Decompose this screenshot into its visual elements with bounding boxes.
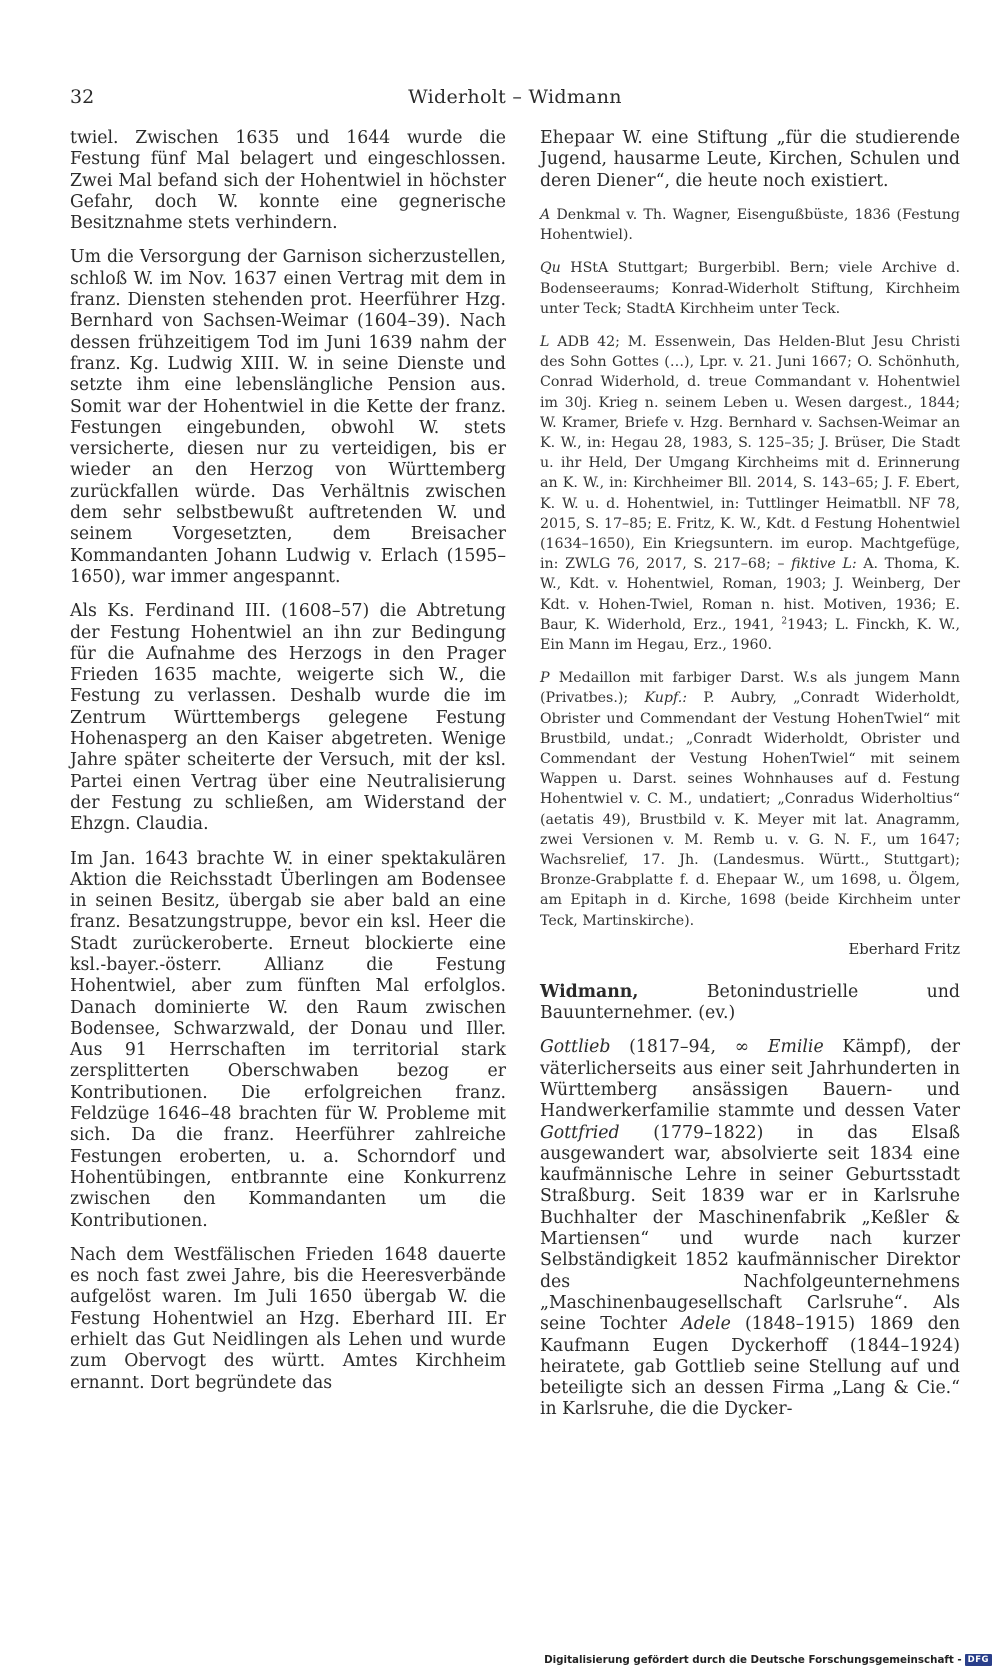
section-text: P. Aubry, „Conradt Widerholdt, Obrister und Commendant der Vestung HohenTwiel“ mit Brustbild, undat.; „Conradt Widerholdt, Obrister und Commendant der Vestung HohenTwiel“ mit seinem Wappen u. Darst. seines Wohnhauses auf d. Festung Hohentwiel v. C. M., undatiert; „Conradus Widerholtius“ (aetatis 49), Brustbild v. K. Meyer mit lat. Anagramm, zwei Versionen v. M. Remb u. v. G. N. F., um 1647; Wachsrelief, 17. Jh. (Landesmus. Württ., Stuttgart); Bronze-Grabplatte f. d. Ehepaar W., um 1698, u. Ölgem, am Epitaph in d. Kirche, 1698 (beide Kirchheim unter Teck, Martinskirche).	[540, 690, 960, 929]
sources-section	[540, 258, 960, 319]
entry-heading	[540, 982, 960, 1025]
page-number: 32	[70, 86, 95, 108]
fiktive-label: fiktive L:	[791, 556, 857, 573]
kupf-label: Kupf.:	[644, 690, 688, 707]
section-text: ADB 42; M. Essenwein, Das Helden-Blut Jesu Christi des Sohn Gottes (…), Lpr. v. 21. Juni 1667; O. Schönhuth, Conrad Widerhold, d. treue Commandant v. Hohentwiel im 30j. Krieg n. seinem Leben u. Wesen dargest., 1844; W. Kramer, Briefe v. Hzg. Bernhard v. Sachsen-Weimar an K. W., in: Hegau 28, 1983, S. 125–35; J. Brüser, Die Stadt u. ihr Held, Der Umgang Kirchheims mit d. Erinnerung an K. W., in: Kirchheimer Bll. 2014, S. 143–65; J. F. Ebert, K. W. u. d. Hohentwiel, in: Tuttlinger Heimatbll. NF 78, 2015, S. 17–85; E. Fritz, K. W., Kdt. d Festung Hohentwiel (1634–1650), Ein Kriegsuntern. im europ. Machtgefüge, in: ZWLG 76, 2017, S. 217–68; –	[540, 333, 960, 573]
section-label: L	[540, 333, 550, 350]
footer-text: Digitalisierung gefördert durch die Deutsche Forschungsgemeinschaft -	[544, 1654, 962, 1666]
superscript: 2	[781, 616, 788, 627]
paragraph: Um die Versorgung der Garnison sicherzustellen, schloß W. im Nov. 1637 einen Vertrag mit dem in franz. Diensten stehenden prot. Heerführer Hzg. Bernhard von Sachsen-Weimar (1604–39). Nach dessen frühzeitigem Tod im Juni 1639 nahm der franz. Kg. Ludwig XIII. W. in seine Dienste und setzte ihm eine lebenslängliche Pension aus. Somit war der Hohentwiel in die Kette der franz. Festungen eingebunden, obwohl W. stets versicherte, diesen nur zu verteidigen, bis er wieder an den Herzog von Württemberg zurückfallen würde. Das Verhältnis zwischen dem sehr selbstbewußt auftretenden W. und seinem Vorgesetzten, dem Breisacher Kommandanten Johann Ludwig v. Erlach (1595–1650), war immer angespannt.	[70, 247, 506, 587]
page-header	[70, 86, 960, 116]
monument-section	[540, 205, 960, 245]
section-label: A	[540, 206, 551, 223]
paragraph: Als Ks. Ferdinand III. (1608–57) die Abtretung der Festung Hohentwiel an ihn zur Bedingung für die Aufnahme des Herzogs in den Prager Frieden 1635 machte, weigerte sich W., die Festung zu verlassen. Deshalb wurde die im Zentrum Württembergs gelegene Festung Hohenasperg an den Kaiser abgetreten. Wenige Jahre später scheiterte der Versuch, mit der ksl. Partei einen Vertrag über eine Neutralisierung der Festung zu schließen, am Widerstand der Ehzgn. Claudia.	[70, 601, 506, 835]
section-text: Denkmal v. Th. Wagner, Eisengußbüste, 1836 (Festung Hohentwiel).	[540, 206, 960, 244]
section-text: A. Thoma, K. W., Kdt. v. Hohentwiel, Roman, 1903; J. Weinberg, Der Kdt. v. Hohen-Twiel, Roman n. hist. Motiven, 1936; E. Baur, K. Widerhold, Erz., 1941,	[540, 556, 960, 633]
running-title: Widerholt – Widmann	[408, 86, 622, 108]
person-name: Emilie	[767, 1037, 824, 1058]
person-name: Gottlieb	[540, 1037, 611, 1058]
paragraph: twiel. Zwischen 1635 und 1644 wurde die Festung fünf Mal belagert und eingeschlossen. Zwei Mal befand sich der Hohentwiel in höchster Gefahr, doch W. konnte eine gegnerische Besitznahme stets verhindern.	[70, 128, 506, 234]
entry-subtitle: Betonindustrielle und Bauunternehmer. (ev.)	[540, 981, 960, 1024]
paragraph: Nach dem Westfälischen Frieden 1648 dauerte es noch fast zwei Jahre, bis die Heeresverbände aufgelöst waren. Im Juli 1650 übergab W. die Festung Hohentwiel an Hzg. Eberhard III. Er erhielt das Gut Neidlingen als Lehen und wurde zum Obervogt des württ. Amtes Kirchheim ernannt. Dort begründete das	[70, 1244, 506, 1393]
paragraph: Gottlieb (1817–94, ∞ Emilie Kämpf), der väterlicherseits aus einer seit Jahrhunderten in Württemberg ansässigen Bauern- und Handwerkerfamilie stammte und dessen Vater Gottfried (1779–1822) in das Elsaß ausgewandert war, absolvierte seit 1834 eine kaufmännische Lehre in seiner Geburtsstadt Straßburg. Seit 1839 war er in Karlsruhe Buchhalter der Maschinenfabrik „Keßler & Martiensen“ und wurde nach kurzer Selbständigkeit 1852 kaufmännischer Direktor des Nachfolgeunternehmens „Maschinenbaugesellschaft Carlsruhe“. Als seine Tochter Adele (1848–1915) 1869 den Kaufmann Eugen Dyckerhoff (1844–1924) heiratete, gab Gottlieb seine Stellung auf und beteiligte sich an dessen Firma „Lang & Cie.“ in Karlsruhe, die die Dycker-	[540, 1037, 960, 1420]
section-text: 1943; L. Finckh, K. W., Ein Mann im Hegau, Erz., 1960.	[540, 616, 961, 653]
section-text: Medaillon mit farbiger Darst. W.s als jungem Mann (Privatbes.);	[540, 670, 960, 707]
digitization-footer	[544, 1652, 992, 1668]
right-column	[540, 128, 960, 1434]
portraits-section	[540, 668, 960, 931]
person-name: Adele	[681, 1314, 731, 1335]
dfg-logo: DFG	[965, 1654, 992, 1666]
section-text: HStA Stuttgart; Burgerbibl. Bern; viele Archive d. Bodenseeraums; Konrad-Widerholt Stiftung, Kirchheim unter Teck; StadtA Kirchheim unter Teck.	[540, 260, 960, 317]
paragraph: Im Jan. 1643 brachte W. in einer spektakulären Aktion die Reichsstadt Überlingen am Bodensee in seinen Besitz, übergab sie aber bald an eine franz. Besatzungstruppe, bevor ein ksl. Heer die Stadt zurückeroberte. Erneut blockierte eine ksl.-bayer.-österr. Allianz die Festung Hohentwiel, aber zum fünften Mal erfolglos. Danach dominierte W. den Raum zwischen Bodensee, Schwarzwald, der Donau und Iller. Aus 91 Herrschaften im territorial stark zersplitterten Oberschwaben bezog er Kontributionen. Die erfolgreichen franz. Feldzüge 1646–48 brachten für W. Probleme mit sich. Da die franz. Heerführer zahlreiche Festungen eroberten, u. a. Schorndorf und Hohentübingen, entbrannte eine Konkurrenz zwischen den Kommandanten um die Kontributionen.	[70, 848, 506, 1231]
section-label: P	[540, 670, 550, 687]
paragraph: Ehepaar W. eine Stiftung „für die studierende Jugend, hausarme Leute, Kirchen, Schulen und deren Diener“, die heute noch existiert.	[540, 128, 960, 191]
entry-title: Widmann,	[540, 981, 639, 1002]
literature-section	[540, 332, 960, 655]
author-signature: Eberhard Fritz	[848, 940, 960, 958]
section-label: Qu	[540, 260, 561, 277]
left-column	[70, 128, 506, 1407]
person-name: Gottfried	[540, 1122, 620, 1143]
